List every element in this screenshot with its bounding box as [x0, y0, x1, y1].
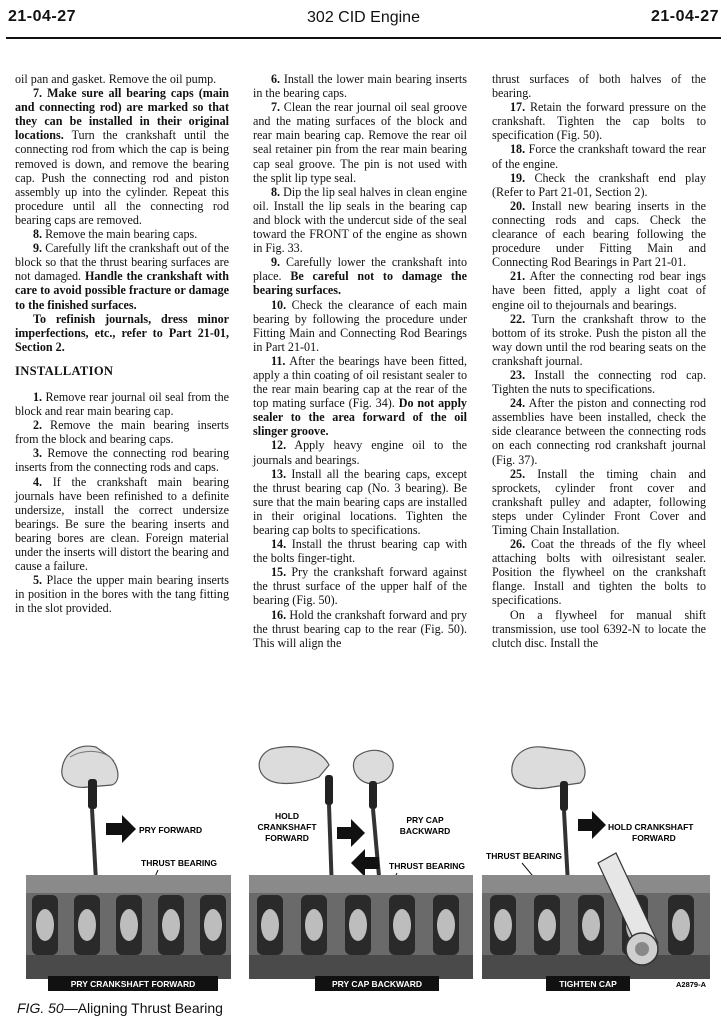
label-thrust-bearing: THRUST BEARING — [141, 858, 218, 868]
arrow-right-icon — [337, 819, 365, 847]
install-step-13: 13. Install all the bearing caps, except the thrust bearing cap (No. 3 bearing). Be sure that the main bearing caps are installed in their original locations. Tighten the bearing cap bolts to specifications. — [253, 466, 467, 537]
install-step-17: 17. Retain the forward pressure on the crankshaft. Tighten the cap bolts to specification (Fig. 50). — [492, 100, 707, 143]
install-step-9: 9. Carefully lower the crankshaft into place. Be careful not to damage the bearing surfaces. — [253, 255, 467, 298]
install-step-10: 10. Check the clearance of each main bearing by following the procedure under Fitting Main and Connecting Rod Bearings in Part 21-01. — [253, 297, 467, 354]
paragraph: On a flywheel for manual shift transmission, use tool 6392-N to locate the clutch disc. Install the — [492, 607, 706, 650]
install-step-19: 19. Check the crankshaft end play (Refer to Part 21-01, Section 2). — [492, 170, 706, 199]
install-step-15: 15. Pry the crankshaft forward against the thrust surface of the upper half of the bearing (Fig. 50). — [253, 565, 467, 608]
section-heading: INSTALLATION — [15, 363, 114, 378]
step-8: 8. Remove the main bearing caps. — [33, 227, 198, 242]
install-step-23: 23. Install the connecting rod cap. Tighten the nuts to specifications. — [492, 367, 706, 397]
label-pry-cap-1: PRY CAP — [406, 815, 444, 825]
page-number-right: 21-04-27 — [650, 8, 719, 25]
banner-pry-crankshaft-forward: PRY CRANKSHAFT FORWARD — [70, 979, 196, 989]
page-header — [0, 0, 727, 40]
install-step-6: 6. Install the lower main bearing inserts in the bearing caps. — [253, 72, 467, 101]
install-step-1: 1. Remove rear journal oil seal from the block and rear main bearing cap. — [15, 389, 229, 419]
install-step-8: 8. Dip the lip seal halves in clean engine oil. Install the lip seals in the bearing cap and block with the undercut side of the seal toward the FRONT of the engine as shown in Fig. 33. — [253, 184, 467, 256]
figure-title: —Aligning Thrust Bearing — [63, 1000, 223, 1016]
step-7: 7. Make sure all bearing caps (main and connecting rod) are marked so that they can be installed in their original locations. Turn the crankshaft until the connecting rod from which the cap is being removed is down, and remove the bearing cap. Push the connecting rod and piston assembly up into the cylinder. Repeat this procedure until all the connecting rod bearing caps are removed. — [15, 86, 230, 227]
arrow-left-icon — [351, 849, 379, 877]
label-hold-crankshaft-1: HOLD CRANKSHAFT — [608, 822, 694, 832]
install-step-14: 14. Install the thrust bearing cap with the bolts finger-tight. — [253, 537, 468, 566]
install-step-7: 7. Clean the rear journal oil seal groove and the mating surfaces of the block and rear main bearing cap. Remove the rear oil seal retainer pin from the rear main bearing cap seal groove. The pin is not used with the split lip type seal. — [253, 100, 467, 185]
banner-pry-cap-backward: PRY CAP BACKWARD — [331, 979, 423, 989]
label-thrust-bearing: THRUST BEARING — [486, 851, 563, 861]
paragraph: oil pan and gasket. Remove the oil pump. — [15, 72, 217, 86]
figure-caption — [17, 1000, 223, 1016]
label-pry-cap-2: BACKWARD — [399, 826, 451, 836]
install-step-24: 24. After the piston and connecting rod assemblies have been installed, check the side clearance between the connecting rods on each connecting rod crankshaft journal (Fig. 37). — [492, 396, 706, 467]
install-step-4: 4. If the crankshaft main bearing journals have been refinished to a definite undersize, install the correct undersize bearings. Be sure the bearing inserts and bearing bores are clean. Foreign material under the inserts will distort the bearing and cause a failure. — [15, 474, 229, 574]
figure-50 — [0, 735, 727, 997]
label-hold-1: HOLD — [274, 811, 300, 821]
install-step-21: 21. After the connecting rod bear ings have been fitted, apply a light coat of engine oil to thejournals and bearings. — [492, 269, 706, 312]
install-step-5: 5. Place the upper main bearing inserts in position in the bores with the tang fitting in the slot provided. — [15, 573, 229, 616]
arrow-right-icon — [106, 815, 136, 843]
engine-photo-illustration — [482, 735, 710, 995]
label-hold-crankshaft-2: FORWARD — [632, 833, 676, 843]
figure-reference-number: A2879-A — [675, 980, 706, 989]
engine-photo-illustration — [249, 735, 473, 995]
header-rule — [6, 37, 721, 39]
step-9: 9. Carefully lift the crankshaft out of the block so that the thrust bearing surfaces are not damaged. Handle the crankshaft with care to avoid possible fracture or damage to the finished surfaces. — [15, 241, 229, 312]
install-step-3: 3. Remove the connecting rod bearing inserts from the connecting rods and caps. — [15, 446, 229, 475]
label-hold-2: CRANKSHAFT — [257, 822, 317, 832]
label-hold-3: FORWARD — [265, 833, 309, 843]
paragraph: thrust surfaces of both halves of the bearing. — [492, 72, 706, 101]
figure-panel-pry-forward — [26, 735, 231, 995]
refinish-note: To refinish journals, dress minor imperfections, etc., refer to Part 21-01, Section 2. — [15, 311, 229, 354]
figure-number: FIG. 50 — [17, 1000, 64, 1016]
install-step-25: 25. Install the timing chain and sprockets, cylinder front cover and crankshaft pulley and adapter, following steps under Cylinder Front Cover and Timing Chain Installation. — [492, 466, 706, 537]
install-step-2: 2. Remove the main bearing inserts from the block and bearing caps. — [15, 418, 229, 447]
install-step-26: 26. Coat the threads of the fly wheel attaching bolts with oilresistant sealer. Position the flywheel on the crankshaft flange. Install and tighten the bolts to specifications. — [492, 537, 706, 608]
label-thrust-bearing: THRUST BEARING — [389, 861, 466, 871]
label-pry-forward: PRY FORWARD — [139, 825, 203, 835]
text-column-2 — [253, 72, 467, 650]
install-step-20: 20. Install new bearing inserts in the connecting rods and caps. Check the clearance of each bearing following the procedure under Fitting Main and Connecting Rod Bearings in Part 21-01. — [492, 198, 707, 270]
text-column-1 — [15, 72, 229, 615]
engine-photo-illustration — [26, 735, 231, 995]
install-step-12: 12. Apply heavy engine oil to the journals and bearings. — [253, 438, 468, 467]
install-step-11: 11. After the bearings have been fitted, apply a thin coating of oil resistant sealer to the rear main bearing cap at the rear of the top mating surface (Fig. 34). Do not apply sealer to the area forward of the oil slinger groove. — [253, 353, 467, 439]
figure-panel-tighten-cap — [482, 735, 710, 995]
page-number-left: 21-04-27 — [8, 8, 77, 25]
text-column-3 — [492, 72, 706, 650]
install-step-22: 22. Turn the crankshaft throw to the bottom of its stroke. Push the piston all the way down until the rod bearing seats on the crankshaft journal. — [492, 311, 706, 368]
install-step-16: 16. Hold the crankshaft forward and pry the thrust bearing cap to the rear (Fig. 50). This will align the — [253, 607, 467, 650]
banner-tighten-cap: TIGHTEN CAP — [559, 979, 617, 989]
install-step-18: 18. Force the crankshaft toward the rear of the engine. — [492, 142, 706, 171]
arrow-right-icon — [578, 811, 606, 839]
page-title: 302 CID Engine — [307, 9, 420, 26]
figure-panel-pry-cap-backward — [249, 735, 473, 995]
